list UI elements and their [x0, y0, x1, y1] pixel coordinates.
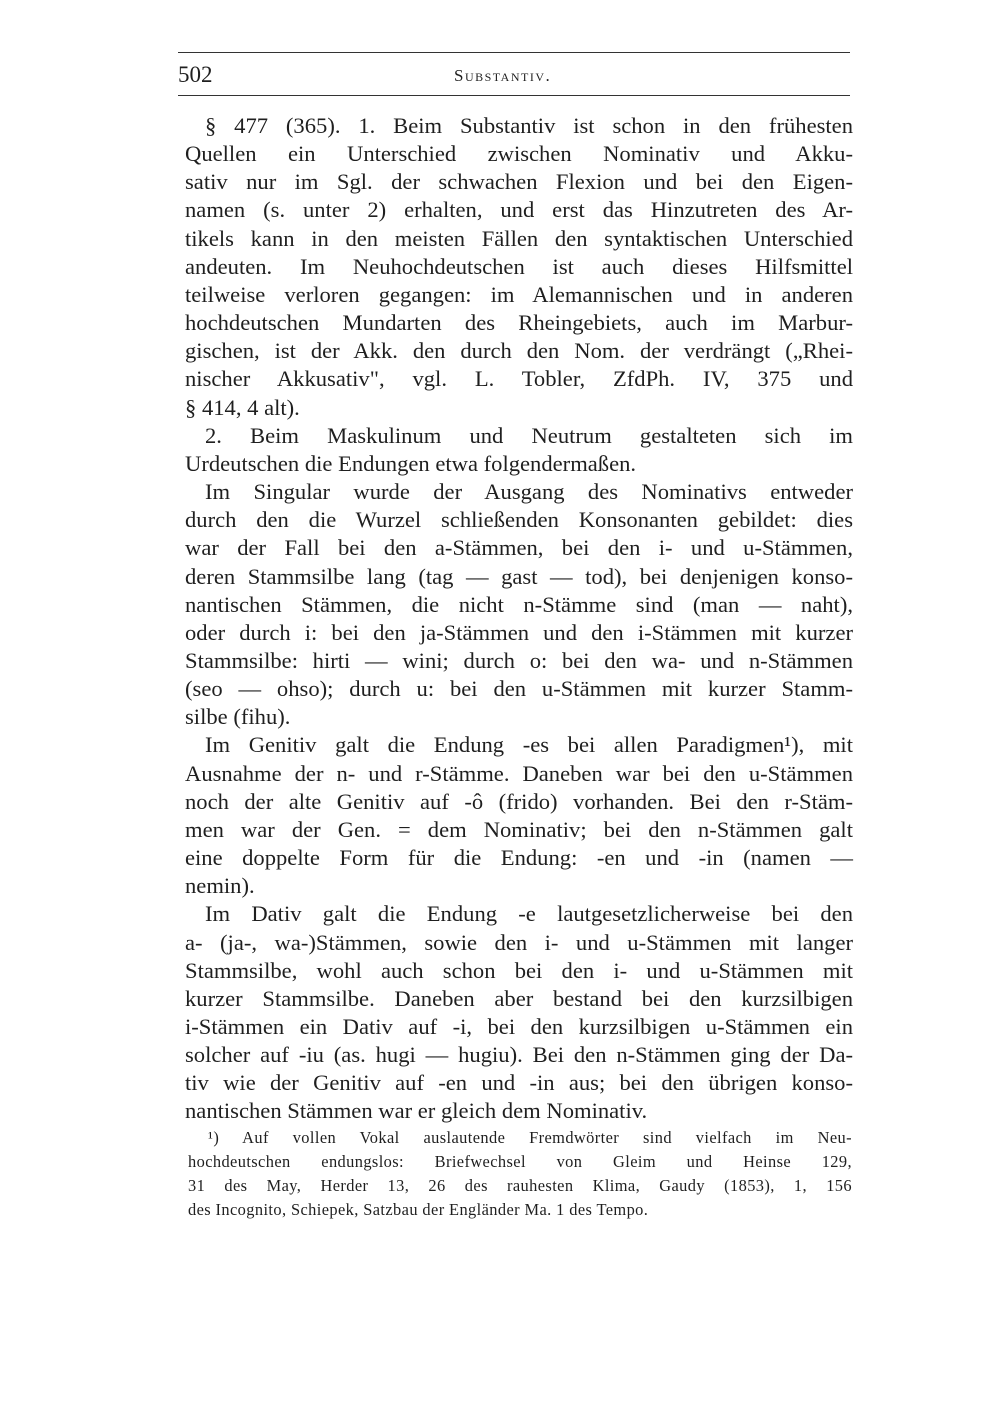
text-line: Im Singular wurde der Ausgang des Nominativs entweder [205, 479, 853, 505]
text-line: Ausnahme der n- und r-Stämme. Daneben war bei den u-Stämmen [185, 760, 853, 786]
running-head: Substantiv. [454, 66, 552, 85]
text-line: 2. Beim Maskulinum und Neutrum gestalteten sich im [205, 422, 853, 448]
text-line: nantischen Stämmen war er gleich dem Nominativ. [185, 1098, 648, 1124]
text-line: gischen, ist der Akk. den durch den Nom. der verdrängt („Rhei- [185, 338, 853, 364]
footnote-line: hochdeutschen endungslos: Briefwechsel von Gleim und Heinse 129, [188, 1152, 852, 1171]
page-number: 502 [178, 62, 213, 87]
footnote-line: ¹) Auf vollen Vokal auslautende Fremdwörter sind vielfach im Neu- [208, 1128, 852, 1147]
text-line: durch den die Wurzel schließenden Konsonanten gebildet: dies [185, 507, 853, 533]
text-line: Stammsilbe: hirti — wini; durch o: bei den wa- und n-Stämmen [185, 647, 853, 673]
text-line: tikels kann in den meisten Fällen den syntaktischen Unterschied [185, 225, 853, 251]
text-line: Im Genitiv galt die Endung -es bei allen Paradigmen¹), mit [205, 732, 853, 758]
body-text [185, 112, 853, 1126]
text-line: men war der Gen. = dem Nominativ; bei den n-Stämmen galt [185, 816, 853, 842]
text-line: Quellen ein Unterschied zwischen Nominativ und Akku- [185, 141, 853, 167]
footnote-line: 31 des May, Herder 13, 26 des rauhesten Klima, Gaudy (1853), 1, 156 [188, 1176, 852, 1195]
text-line: oder durch i: bei den ja-Stämmen und den i-Stämmen mit kurzer [185, 619, 853, 645]
text-line: § 414, 4 alt). [185, 394, 300, 420]
text-line: teilweise verloren gegangen: im Alemannischen und in anderen [185, 281, 853, 307]
text-line: Urdeutschen die Endungen etwa folgendermaßen. [185, 450, 637, 476]
header-rule-top [178, 52, 850, 53]
text-line: war der Fall bei den a-Stämmen, bei den i- und u-Stämmen, [185, 535, 853, 561]
page-header [178, 62, 850, 92]
text-line: (seo — ohso); durch u: bei den u-Stämmen mit kurzer Stamm- [185, 676, 853, 702]
text-line: kurzer Stammsilbe. Daneben aber bestand bei den kurzsilbigen [185, 985, 853, 1011]
text-line: eine doppelte Form für die Endung: -en und -in (namen — [185, 845, 853, 871]
footnote-line: des Incognito, Schiepek, Satzbau der Engländer Ma. 1 des Tempo. [188, 1200, 649, 1219]
text-line: § 477 (365). 1. Beim Substantiv ist schon in den frühesten [205, 113, 853, 138]
text-line: tiv wie der Genitiv auf -en und -in aus; bei den übrigen konso- [185, 1070, 853, 1096]
text-line: hochdeutschen Mundarten des Rheingebiets, auch im Marbur- [185, 310, 853, 336]
text-line: i-Stämmen ein Dativ auf -i, bei den kurzsilbigen u-Stämmen ein [185, 1014, 853, 1039]
text-line: andeuten. Im Neuhochdeutschen ist auch dieses Hilfsmittel [185, 253, 853, 279]
text-line: sativ nur im Sgl. der schwachen Flexion und bei den Eigen- [185, 169, 853, 195]
text-line: nischer Akkusativ", vgl. L. Tobler, ZfdPh. IV, 375 und [185, 366, 853, 392]
footnotes [188, 1126, 852, 1222]
text-line: silbe (fihu). [185, 704, 291, 730]
text-line: Im Dativ galt die Endung -e lautgesetzlicherweise bei den [205, 901, 853, 927]
text-line: deren Stammsilbe lang (tag — gast — tod), bei denjenigen konso- [185, 563, 853, 589]
text-line: namen (s. unter 2) erhalten, und erst das Hinzutreten des Ar- [185, 197, 853, 223]
text-line: a- (ja-, wa-)Stämmen, sowie den i- und u-Stämmen mit langer [185, 929, 853, 955]
text-line: solcher auf -iu (as. hugi — hugiu). Bei den n-Stämmen ging der Da- [185, 1042, 853, 1068]
header-rule-bottom [178, 95, 850, 96]
text-line: noch der alte Genitiv auf -ô (frido) vorhanden. Bei den r-Stäm- [185, 788, 853, 814]
text-line: nemin). [185, 873, 255, 899]
text-line: nantischen Stämmen, die nicht n-Stämme sind (man — naht), [185, 591, 853, 617]
text-line: Stammsilbe, wohl auch schon bei den i- und u-Stämmen mit [185, 957, 853, 983]
